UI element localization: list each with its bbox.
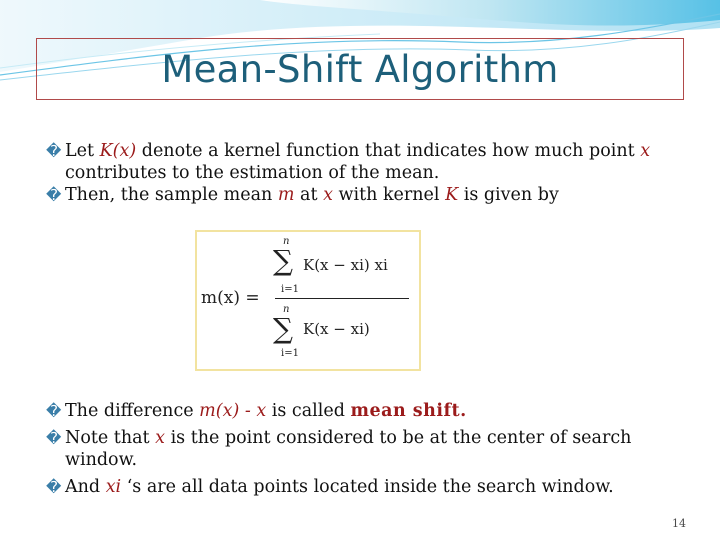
fraction-bar: [275, 298, 409, 299]
formula-lhs: m(x) =: [201, 288, 260, 308]
mean-shift-formula-image: [195, 230, 421, 371]
denominator-sigma-icon: ∑: [273, 312, 293, 345]
bullet-4: � Note that x is the point considered to be at the center of search window.: [46, 428, 632, 470]
slide-title: Mean-Shift Algorithm: [161, 47, 559, 91]
mean-shift-term: mean shift: [350, 401, 461, 421]
bullet-list-lower: [46, 400, 696, 498]
numerator-sigma-icon: ∑: [273, 244, 293, 277]
bullet-marker-icon: �: [46, 186, 62, 204]
bullet-marker-icon: �: [46, 478, 62, 496]
numerator-sum-top: n: [283, 236, 290, 247]
title-box: [36, 38, 684, 100]
page-number: 14: [672, 517, 686, 530]
bullet-list: [46, 140, 696, 206]
bullet-marker-icon: �: [46, 429, 62, 447]
bullet-marker-icon: �: [46, 402, 62, 420]
formula-numerator: K(x − xi) xi: [303, 256, 388, 274]
numerator-sum-bottom: i=1: [281, 284, 299, 295]
bullet-3: � The difference m(x) - x is called mean shift.: [46, 401, 467, 421]
denominator-sum-bottom: i=1: [281, 348, 299, 359]
bullet-marker-icon: �: [46, 142, 62, 160]
formula-denominator: K(x − xi): [303, 320, 370, 338]
denominator-sum-top: n: [283, 304, 290, 315]
bullet-1: � Let K(x) denote a kernel function that indicates how much point x contributes to the estimation of the mean.: [46, 141, 651, 183]
bullet-5: � And xi ‘s are all data points located inside the search window.: [46, 477, 614, 497]
bullet-2: � Then, the sample mean m at x with kernel K is given by: [46, 185, 559, 205]
kernel-term: K(x): [99, 141, 137, 161]
